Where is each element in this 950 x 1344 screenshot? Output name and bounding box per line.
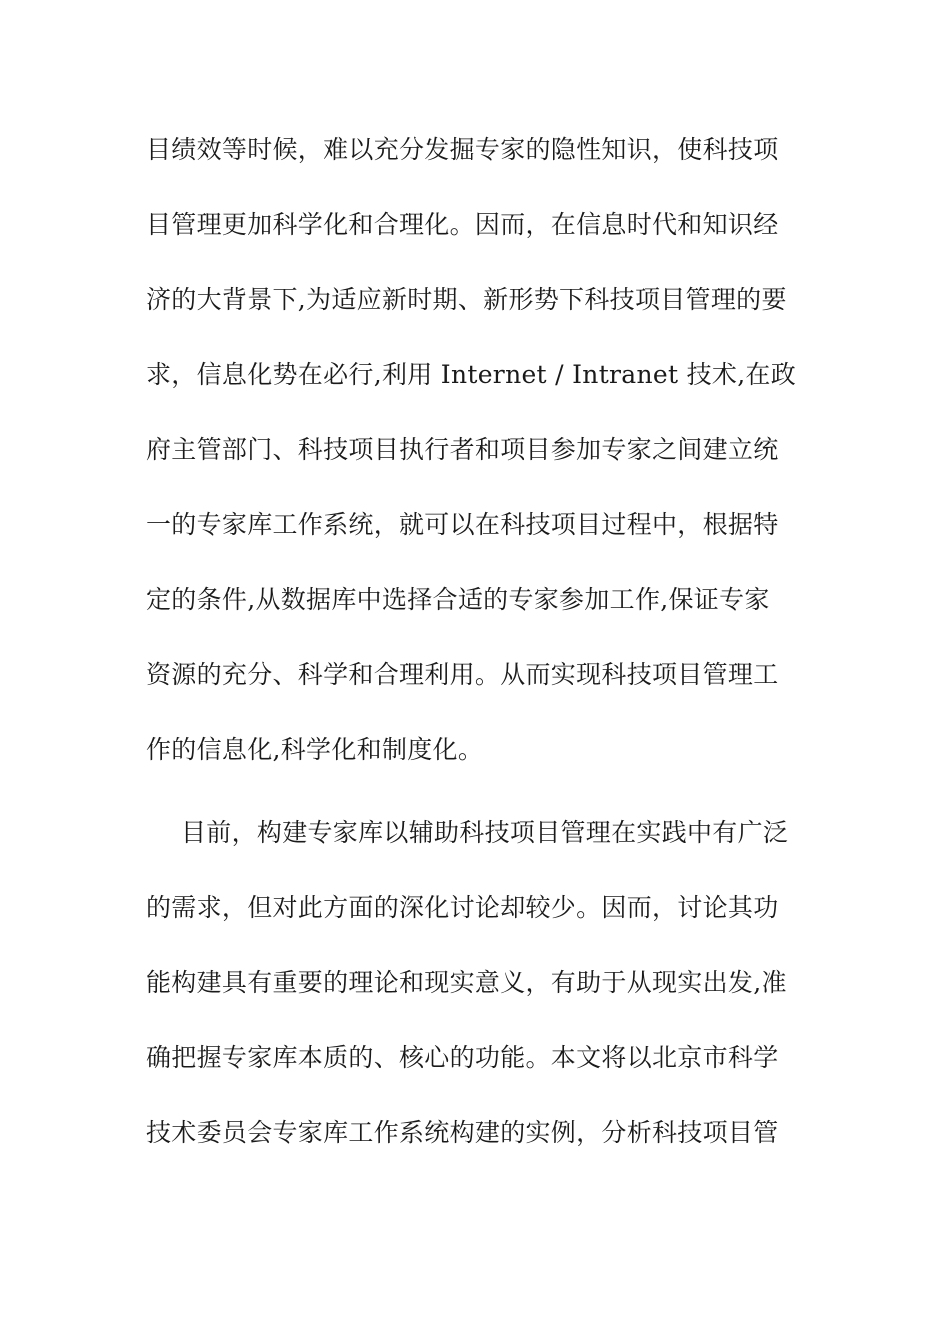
text-line: 资源的充分、科学和合理利用。从而实现科技项目管理工 [146, 660, 779, 689]
text-line: 目管理更加科学化和合理化。因而，在信息时代和知识经 [146, 210, 779, 239]
text-line: 目前，构建专家库以辅助科技项目管理在实践中有广泛 [181, 818, 789, 847]
text-line: 求，信息化势在必行,利用 Internet / Intranet 技术,在政 [146, 360, 797, 389]
text-line: 的需求，但对此方面的深化讨论却较少。因而，讨论其功 [146, 893, 779, 922]
text-line: 技术委员会专家库工作系统构建的实例，分析科技项目管 [146, 1118, 779, 1147]
text-line: 定的条件,从数据库中选择合适的专家参加工作,保证专家 [146, 585, 770, 614]
text-line: 济的大背景下,为适应新时期、新形势下科技项目管理的要 [146, 285, 787, 314]
text-line: 府主管部门、科技项目执行者和项目参加专家之间建立统 [146, 435, 779, 464]
text-line: 作的信息化,科学化和制度化。 [146, 735, 484, 764]
text-line: 目绩效等时候，难以充分发掘专家的隐性知识，使科技项 [146, 135, 779, 164]
text-line: 能构建具有重要的理论和现实意义，有助于从现实出发,准 [146, 968, 787, 997]
text-line: 一的专家库工作系统，就可以在科技项目过程中，根据特 [146, 510, 779, 539]
text-line: 确把握专家库本质的、核心的功能。本文将以北京市科学 [146, 1043, 779, 1072]
